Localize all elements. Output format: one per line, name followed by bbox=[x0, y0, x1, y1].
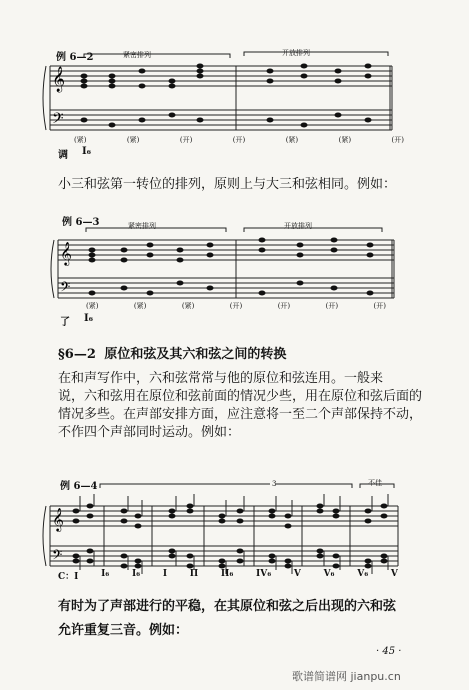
section-number: §6—2 bbox=[58, 347, 96, 362]
chord-label: (紧) bbox=[86, 302, 99, 310]
chord-label: (开) bbox=[229, 302, 243, 310]
watermark: 歌谱简谱网 jianpu.cn bbox=[292, 670, 401, 683]
paragraph-1: 小三和弦第一转位的排列，原则上与大三和弦相同。例如： bbox=[58, 177, 397, 192]
roman-numeral: I bbox=[162, 569, 168, 579]
svg-text:𝄞: 𝄞 bbox=[52, 507, 64, 531]
paragraph-3 bbox=[58, 598, 458, 640]
paragraph-3-line: 有时为了声部进行的平稳，在其原位和弦之后出现的六和弦 bbox=[58, 599, 397, 614]
paragraph-2-line: 不作四个声部同时运动。例如： bbox=[58, 425, 241, 440]
example-2-group1-label: 紧密排列 bbox=[128, 222, 156, 230]
example-3-marker: 3 bbox=[272, 480, 277, 488]
svg-text:𝄞: 𝄞 bbox=[52, 67, 66, 92]
example-label-3: 例 6—4 bbox=[60, 481, 98, 492]
roman-numeral: II₆ bbox=[220, 569, 234, 579]
chord-label: (紧) bbox=[181, 302, 195, 310]
roman-numeral: V₆ bbox=[323, 569, 335, 579]
svg-text:𝄢: 𝄢 bbox=[52, 110, 64, 131]
roman-numeral: V bbox=[293, 569, 301, 579]
chord-label: (开) bbox=[391, 136, 404, 144]
example-3-numerals bbox=[58, 569, 398, 582]
svg-text:𝄞: 𝄞 bbox=[60, 241, 72, 265]
example-2-key: 了 bbox=[60, 317, 70, 328]
paragraph-2-line: 情况多些。在声部安排方面，应注意将一至二个声部保持不动， bbox=[58, 407, 423, 422]
chord-label: (开) bbox=[232, 136, 246, 144]
example-2-group2-label: 开放排列 bbox=[284, 222, 312, 230]
chord-label: (开) bbox=[277, 302, 291, 310]
roman-numeral: IV₆ bbox=[256, 569, 272, 579]
chord-label: (紧) bbox=[126, 136, 140, 144]
example-label-2: 例 6—3 bbox=[62, 217, 100, 228]
roman-numeral: II bbox=[189, 569, 199, 579]
roman-numeral: I₆ bbox=[101, 569, 110, 579]
example-label-1: 例 6—2 bbox=[56, 52, 94, 63]
chord-label: (开) bbox=[179, 136, 193, 144]
chord-label: (紧) bbox=[285, 136, 299, 144]
roman-numeral: I₆ bbox=[131, 569, 141, 579]
example-1-group1-label: 紧密排列 bbox=[123, 51, 151, 59]
chord-label: (紧) bbox=[338, 136, 352, 144]
example-1-key: 调 bbox=[58, 150, 68, 161]
roman-numeral: V₆ bbox=[357, 569, 369, 579]
paragraph-2-line: 在和声写作中，六和弦常常与他的原位和弦连用。一般来 bbox=[58, 371, 384, 386]
svg-text:𝄢: 𝄢 bbox=[60, 279, 71, 298]
chord-label: (紧) bbox=[133, 302, 147, 310]
roman-numeral: C：I bbox=[58, 572, 79, 582]
chord-label: (开) bbox=[325, 302, 339, 310]
svg-text:𝄢: 𝄢 bbox=[52, 547, 63, 566]
page-number: · 45 · bbox=[376, 646, 402, 657]
example-3-note: 不佳 bbox=[368, 479, 382, 487]
roman-numeral: V bbox=[390, 569, 398, 579]
section-title: 原位和弦及其六和弦之间的转换 bbox=[104, 347, 287, 362]
paragraph-3-line: 允许重复三音。例如： bbox=[58, 623, 189, 638]
chord-label: (开) bbox=[373, 302, 386, 310]
example-2-numeral: I₆ bbox=[84, 313, 94, 324]
example-1-group2-label: 开放排列 bbox=[282, 49, 310, 57]
chord-label: (紧) bbox=[74, 136, 87, 144]
example-1-numeral: I₆ bbox=[82, 146, 92, 157]
paragraph-2-line: 说，六和弦用在原位和弦前面的情况少些，用在原位和弦后面的 bbox=[58, 389, 423, 404]
